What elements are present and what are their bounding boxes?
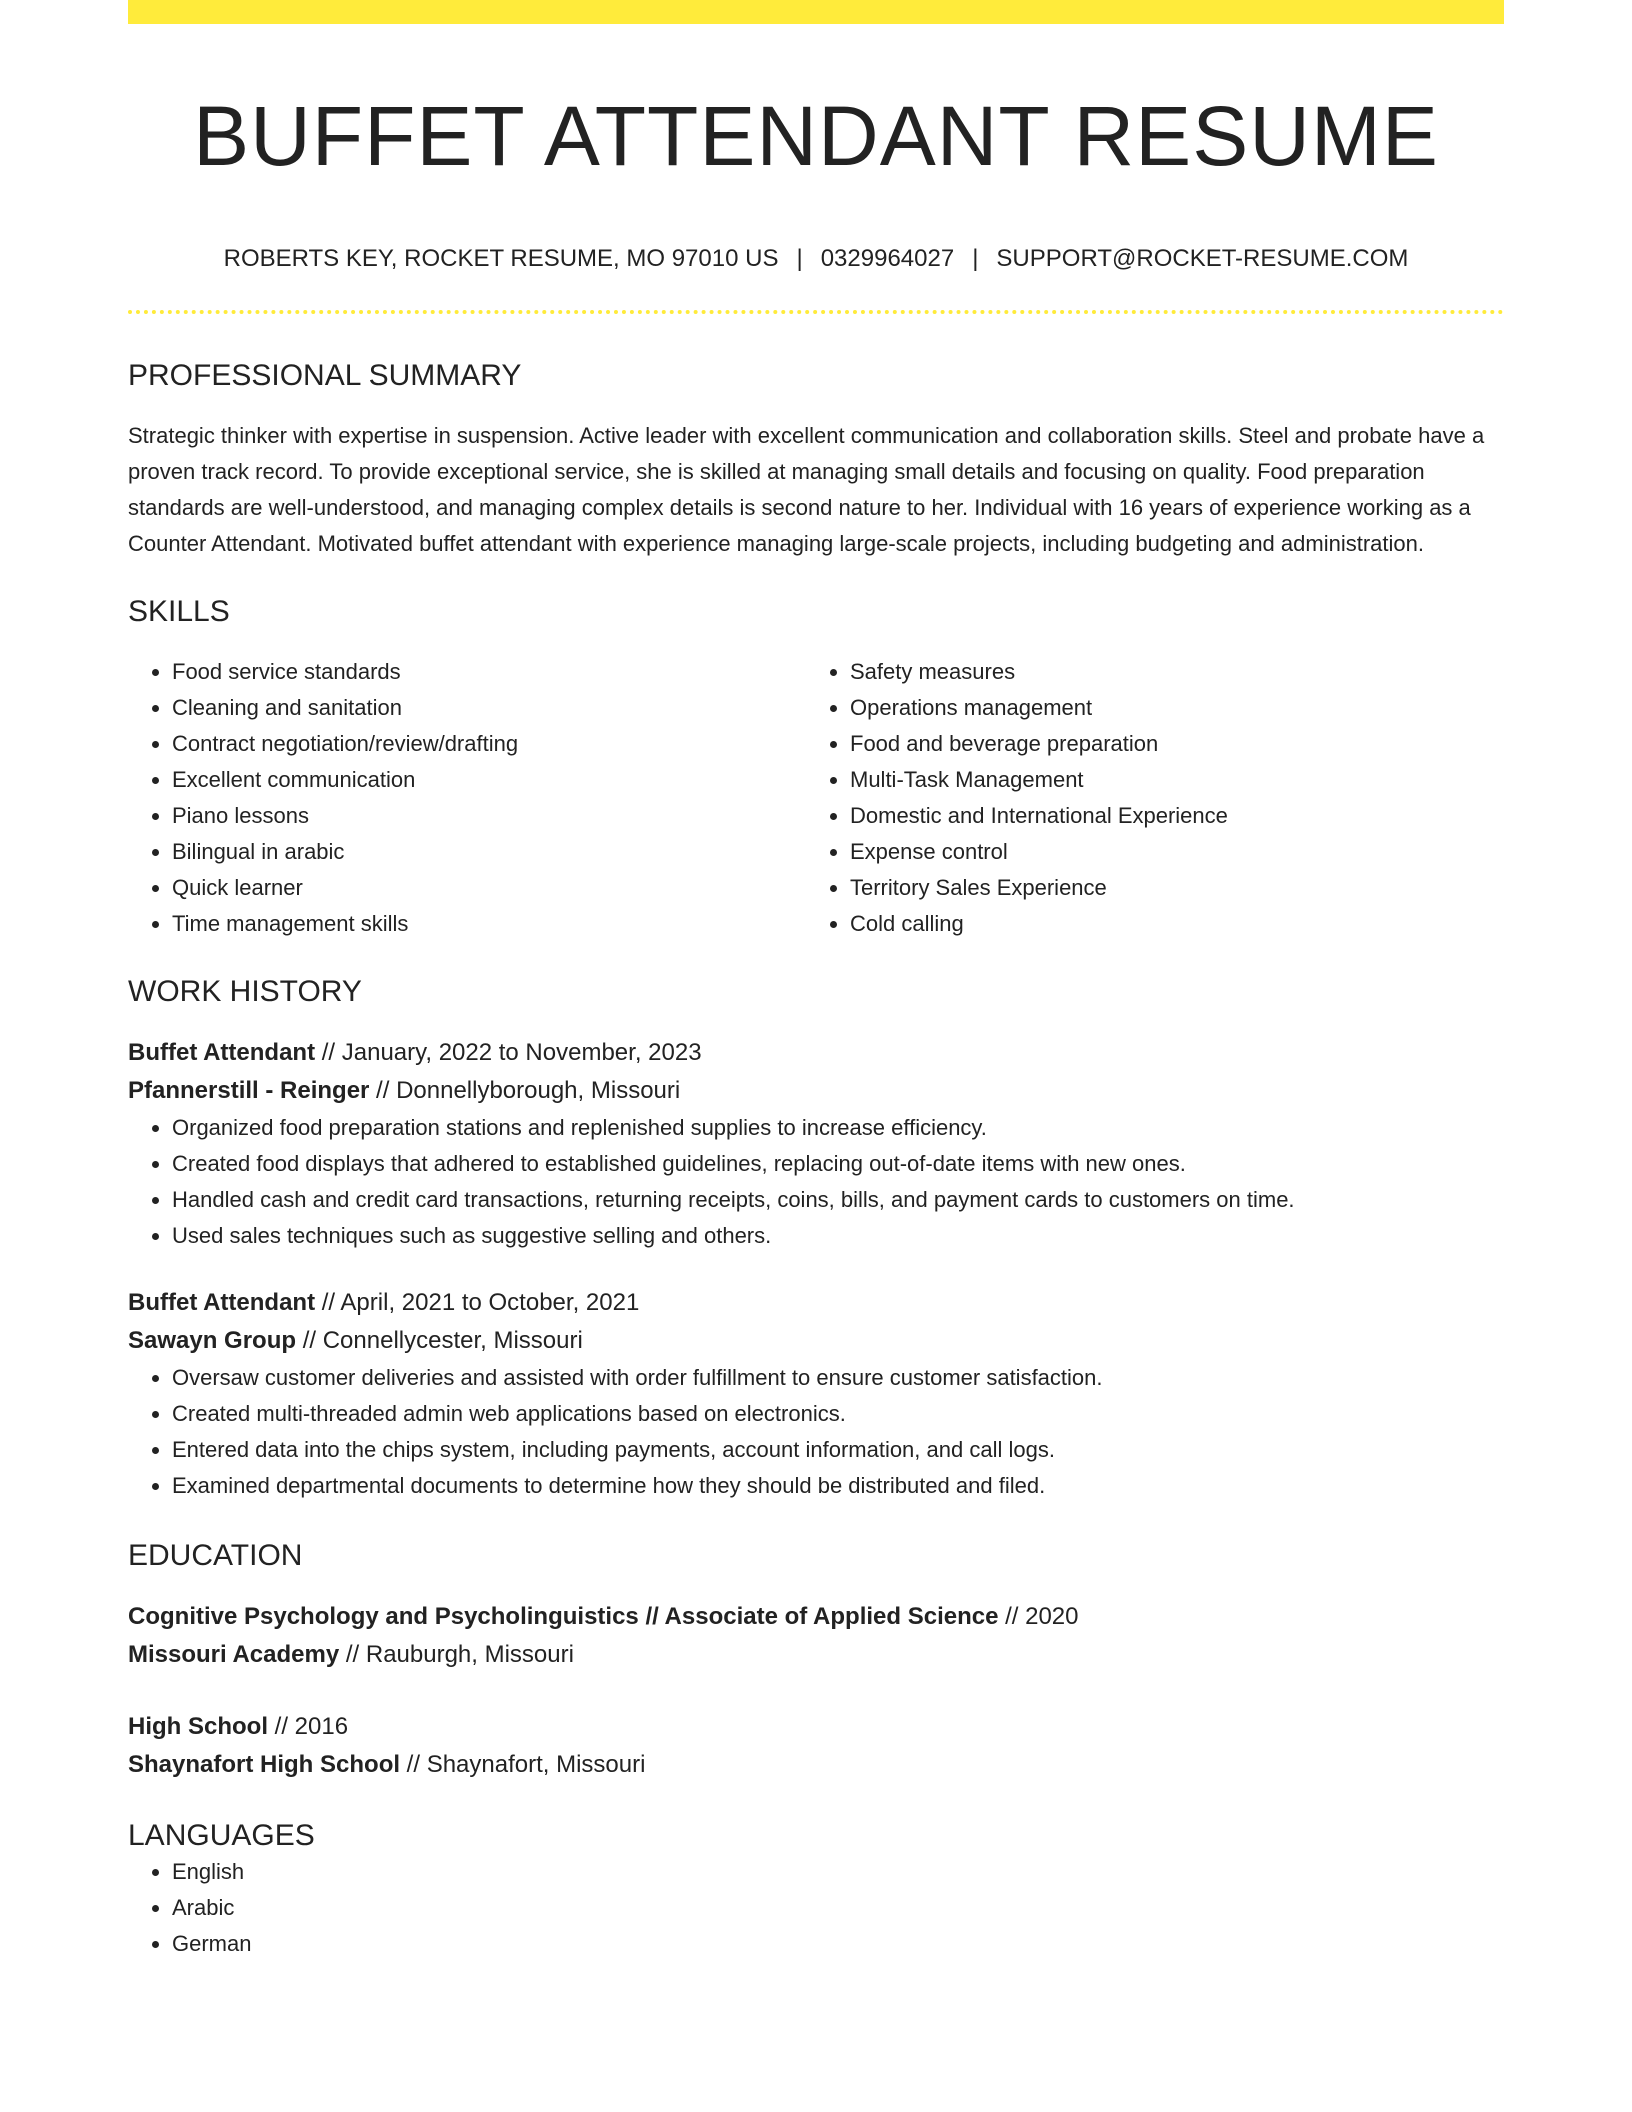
contact-separator: | [972,245,979,272]
job-location: // Donnellyborough, Missouri [369,1077,681,1104]
top-accent-bar [128,0,1504,24]
education-location: // Shaynafort, Missouri [400,1751,646,1778]
job-duty: • Oversaw customer deliveries and assisted with order fulfillment to ensure customer satisfaction. [172,1360,1504,1396]
education-degree: High School [128,1713,268,1740]
skill-item: • Safety measures [850,654,1484,690]
summary-text: Strategic thinker with expertise in suspension. Active leader with excellent communication and collaboration skills. Steel and probate have a proven track record. To provide exceptional service, she is skilled at managing small details and focusing on quality. Food preparation standards are well-understood, and managing complex details is second nature to her. Individual with 16 years of experience working as a Counter Attendant. Motivated buffet attendant with experience managing large-scale projects, including budgeting and administration. [128,423,1485,556]
job-location: // Connellycester, Missouri [296,1327,583,1354]
contact-separator: | [796,245,803,272]
skill-item: • Cold calling [850,906,1484,942]
education-school-line [128,1746,1504,1784]
education-school: Shaynafort High School [128,1751,401,1778]
job-company-line [128,1322,1504,1360]
skills-left-list [128,654,806,942]
skill-item: • Operations management [850,690,1484,726]
skill-item: • Cleaning and sanitation [172,690,806,726]
contact-phone: 0329964027 [820,245,955,272]
work-history-heading: WORK HISTORY [128,975,362,1008]
job-company: Pfannerstill - Reinger [128,1077,370,1104]
skill-item: • Expense control [850,834,1484,870]
job-duty: • Organized food preparation stations and replenished supplies to increase efficiency. [172,1110,1504,1146]
skill-item: • Contract negotiation/review/drafting [172,726,806,762]
work-history-section [128,974,1504,1504]
skill-item: • Bilingual in arabic [172,834,806,870]
job-entry [128,1034,1504,1254]
job-duty: • Created multi-threaded admin web applications based on electronics. [172,1396,1504,1432]
skill-item: • Multi-Task Management [850,762,1484,798]
summary-heading: PROFESSIONAL SUMMARY [128,359,522,392]
job-duty: • Examined departmental documents to determine how they should be distributed and filed. [172,1468,1504,1504]
education-heading: EDUCATION [128,1539,303,1572]
language-item: • English [172,1854,1504,1890]
skill-item: • Domestic and International Experience [850,798,1484,834]
education-school-line [128,1636,1504,1674]
education-year: // 2020 [998,1603,1079,1630]
skill-item: • Time management skills [172,906,806,942]
skill-item: • Quick learner [172,870,806,906]
job-duties-list [128,1360,1504,1504]
education-entry [128,1598,1504,1674]
education-degree-line [128,1708,1504,1746]
contact-email: SUPPORT@ROCKET-RESUME.COM [996,245,1409,272]
languages-list [128,1854,1504,1962]
job-duty: • Handled cash and credit card transactions, returning receipts, coins, bills, and payment cards to customers on time. [172,1182,1504,1218]
summary-section [128,358,1504,562]
job-company-line [128,1072,1504,1110]
job-duty: • Created food displays that adhered to established guidelines, replacing out-of-date items with new ones. [172,1146,1504,1182]
skills-right-list [806,654,1484,942]
education-entry [128,1708,1504,1784]
job-role: Buffet Attendant [128,1289,316,1316]
skills-section [128,594,1504,942]
job-duty: • Entered data into the chips system, including payments, account information, and call logs. [172,1432,1504,1468]
education-year: // 2016 [268,1713,349,1740]
job-duties-list [128,1110,1504,1254]
job-entry [128,1284,1504,1504]
contact-address: ROBERTS KEY, ROCKET RESUME, MO 97010 US [223,245,779,272]
job-dates: // April, 2021 to October, 2021 [315,1289,640,1316]
job-title-line [128,1284,1504,1322]
job-dates: // January, 2022 to November, 2023 [315,1039,702,1066]
language-item: • German [172,1926,1504,1962]
resume-title: BUFFET ATTENDANT RESUME [193,89,1439,183]
contact-line [128,244,1504,274]
skill-item: • Territory Sales Experience [850,870,1484,906]
education-degree: Cognitive Psychology and Psycholinguistics // Associate of Applied Science [128,1603,999,1630]
skills-columns [128,654,1504,942]
languages-section [128,1818,1504,1962]
job-role: Buffet Attendant [128,1039,316,1066]
languages-heading: LANGUAGES [128,1819,315,1852]
skill-item: • Food and beverage preparation [850,726,1484,762]
job-company: Sawayn Group [128,1327,297,1354]
education-degree-line [128,1598,1504,1636]
resume-page [128,0,1504,1962]
skill-item: • Piano lessons [172,798,806,834]
header-divider [128,310,1504,314]
language-item: • Arabic [172,1890,1504,1926]
education-section [128,1538,1504,1784]
job-duty: • Used sales techniques such as suggestive selling and others. [172,1218,1504,1254]
education-school: Missouri Academy [128,1641,340,1668]
job-title-line [128,1034,1504,1072]
skill-item: • Food service standards [172,654,806,690]
skills-heading: SKILLS [128,595,230,628]
skill-item: • Excellent communication [172,762,806,798]
education-location: // Rauburgh, Missouri [339,1641,574,1668]
